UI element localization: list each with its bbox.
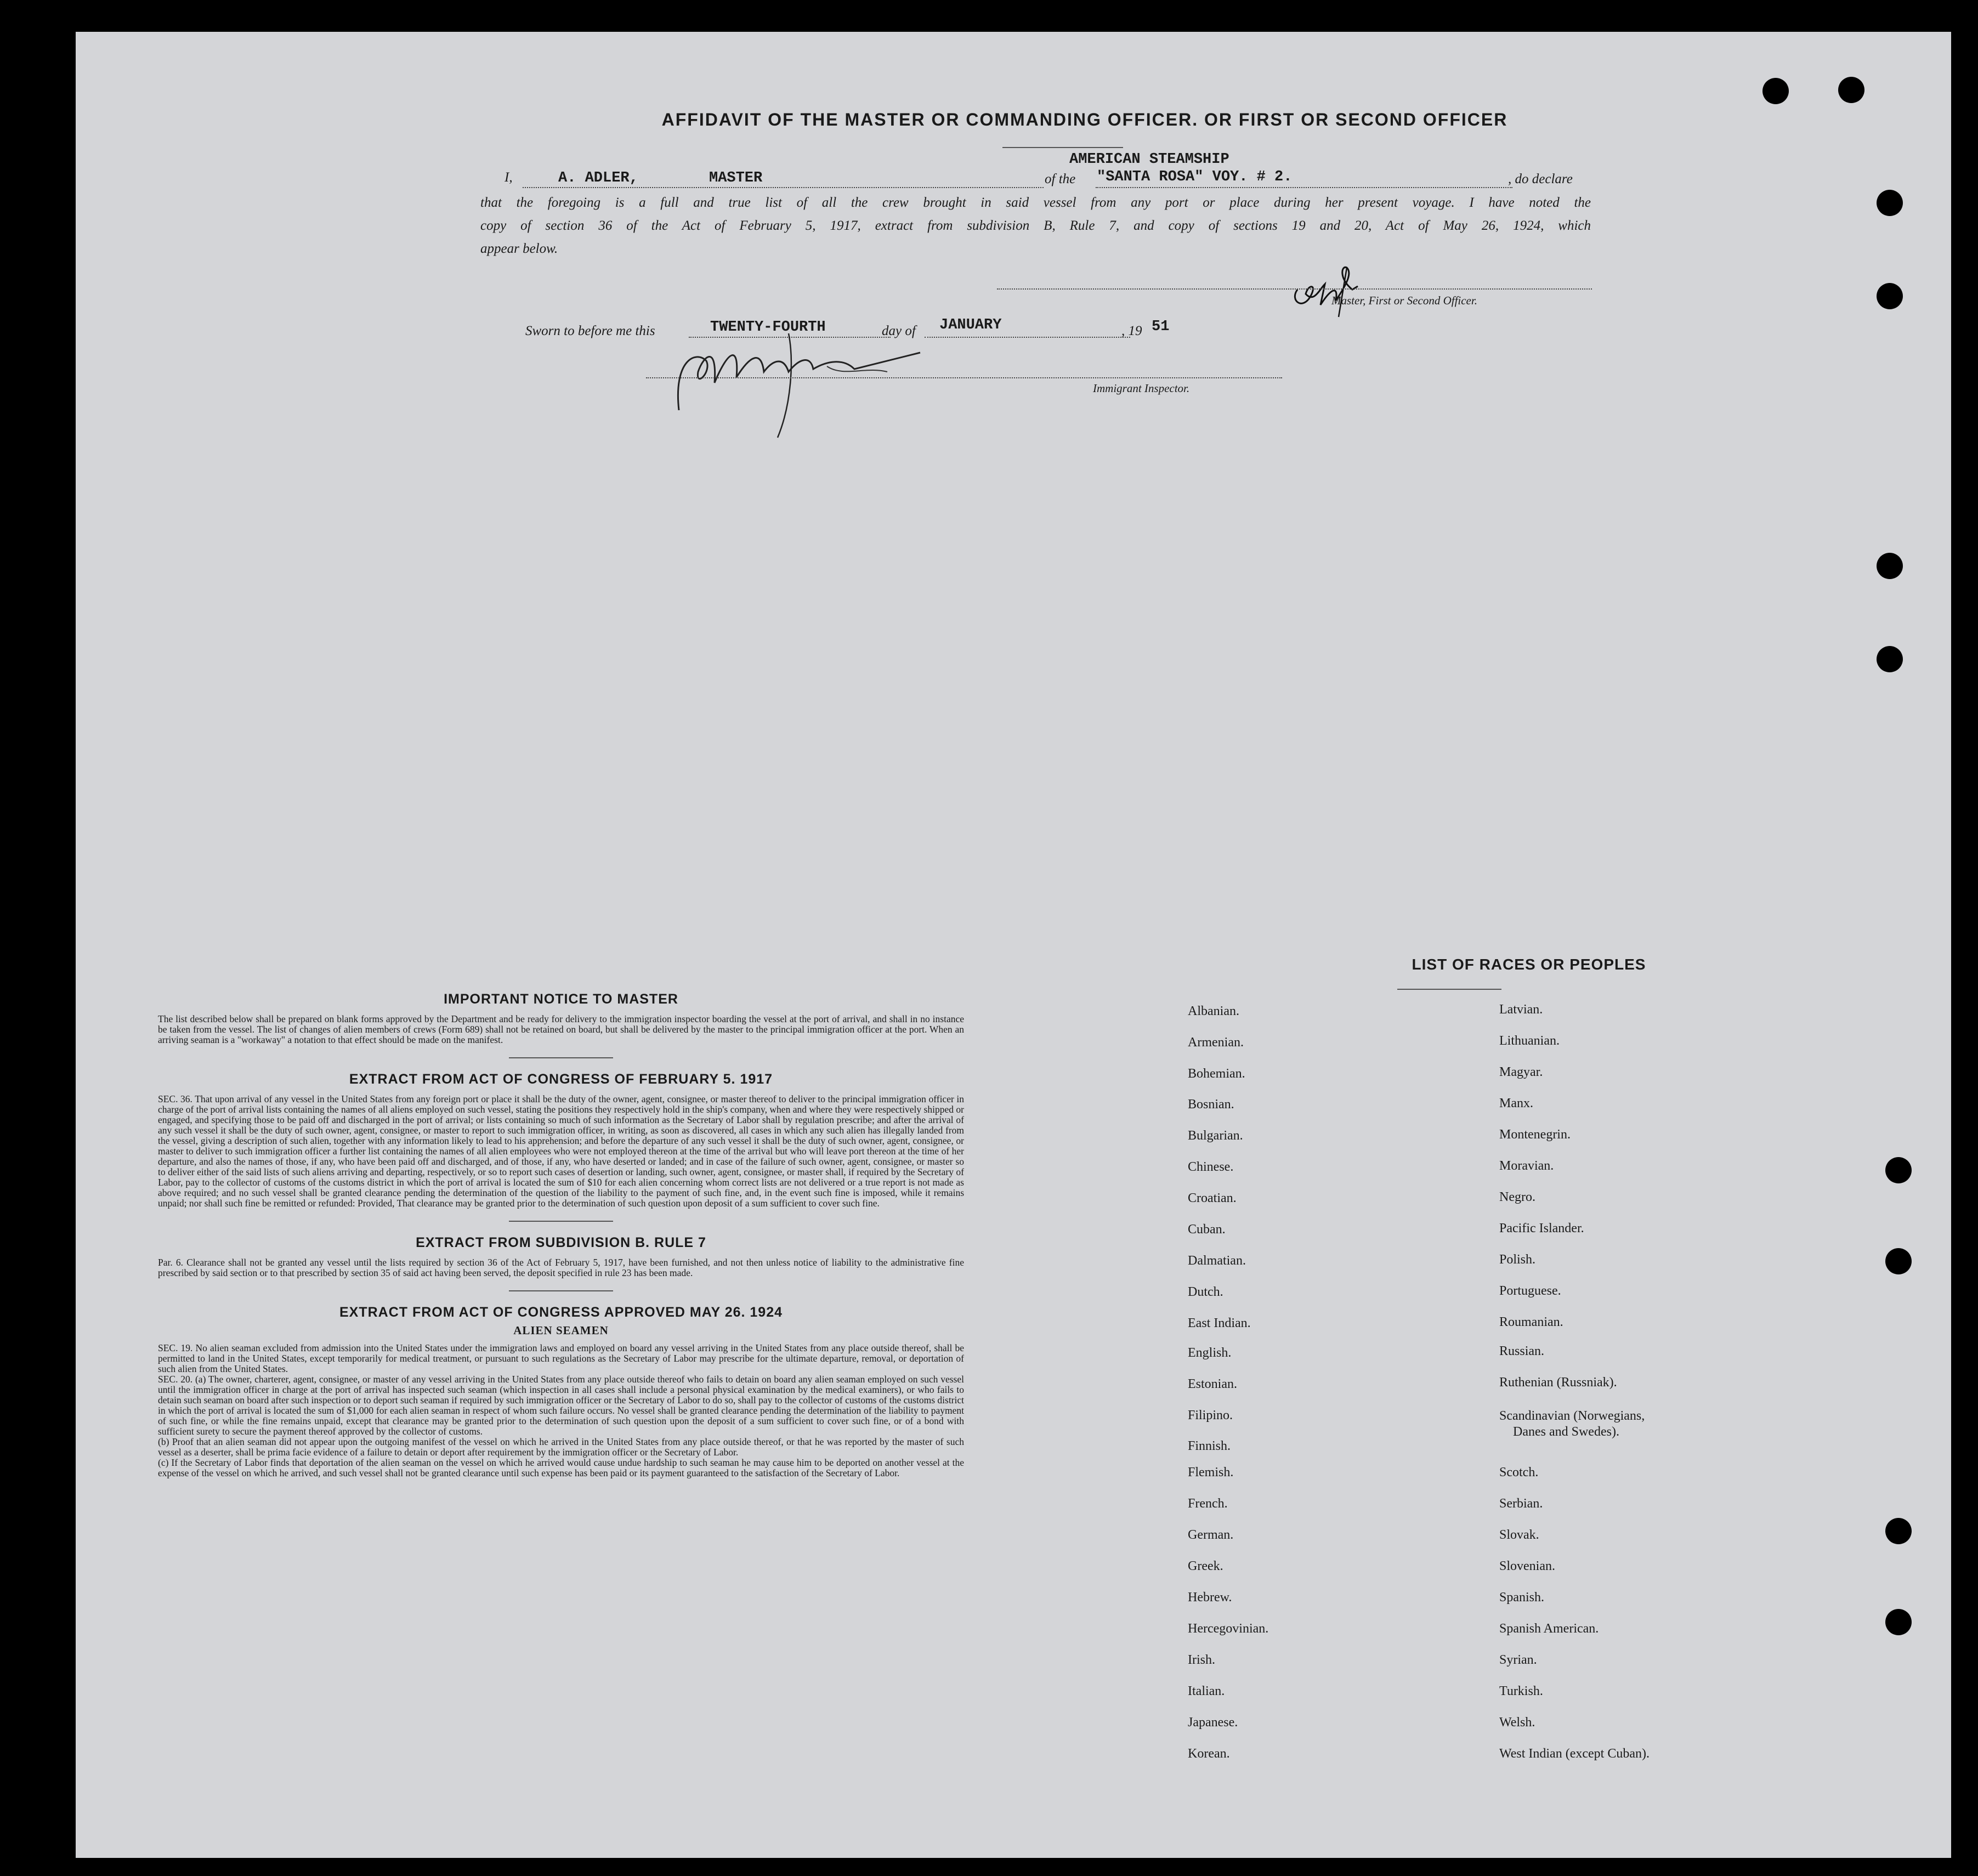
race-item: Serbian.	[1499, 1497, 1543, 1511]
punch-hole-icon	[1838, 77, 1864, 103]
race-item: Armenian.	[1188, 1035, 1244, 1050]
race-item: Russian.	[1499, 1344, 1545, 1358]
race-item: Croatian.	[1188, 1191, 1237, 1205]
race-item: Hebrew.	[1188, 1590, 1232, 1605]
extract-1924-subtitle: ALIEN SEAMEN	[513, 1324, 609, 1337]
race-item: Estonian.	[1188, 1377, 1237, 1391]
punch-hole-icon	[1885, 1609, 1912, 1635]
race-item: Dalmatian.	[1188, 1254, 1246, 1268]
sec20b-text: (b) Proof that an alien seaman did not appear upon the outgoing manifest of the vessel on which he arrived in the United States from any place outside thereof, or that he was reported by the master of such vessel as a deserter, shall be prima facie evidence of a failure to detain or deport after requirement by the immigration officer or the Secretary of Labor.	[158, 1436, 964, 1458]
race-item: Italian.	[1188, 1684, 1225, 1698]
race-item: Bulgarian.	[1188, 1129, 1243, 1143]
race-item: Lithuanian.	[1499, 1034, 1560, 1048]
race-item: German.	[1188, 1528, 1234, 1542]
do-declare-label: , do declare	[1508, 172, 1573, 186]
race-item: Ruthenian (Russniak).	[1499, 1375, 1617, 1390]
race-item: Finnish.	[1188, 1439, 1231, 1453]
notice-title: IMPORTANT NOTICE TO MASTER	[444, 991, 678, 1007]
races-title: LIST OF RACES OR PEOPLES	[1412, 956, 1646, 973]
rule7-divider	[509, 1290, 613, 1291]
race-item: Pacific Islander.	[1499, 1221, 1584, 1235]
rule7-text: Par. 6. Clearance shall not be granted any vessel until the lists required by section 36 of the Act of February 5, 1917, have been furnished, and not then unless notice of liability to the administrative fine prescribed by said section or to that prescribed by section 35 of said act having been served, the deposit specified in rule 23 has been made.	[158, 1257, 964, 1278]
race-item: Bohemian.	[1188, 1067, 1245, 1081]
extract-1917-title: EXTRACT FROM ACT OF CONGRESS OF FEBRUARY 5. 1917	[349, 1072, 773, 1087]
master-signature-line	[997, 288, 1592, 290]
punch-hole-icon	[1762, 78, 1789, 104]
race-item: Hercegovinian.	[1188, 1622, 1269, 1636]
extract-1924-title: EXTRACT FROM ACT OF CONGRESS APPROVED MAY 26. 1924	[339, 1305, 783, 1320]
race-item: Turkish.	[1499, 1684, 1543, 1698]
vessel-line-2: "SANTA ROSA" VOY. # 2.	[1097, 169, 1293, 185]
race-item: Albanian.	[1188, 1004, 1239, 1018]
sworn-day: TWENTY-FOURTH	[710, 319, 826, 336]
extract-1917-divider	[509, 1221, 613, 1222]
race-item: Scandinavian (Norwegians,	[1499, 1409, 1645, 1423]
race-item: Dutch.	[1188, 1285, 1223, 1299]
inspector-signature-line	[646, 377, 1282, 378]
affidavit-text-line-1: that the foregoing is a full and true list of all the crew brought in said vessel from any port or place during her present voyage. I have noted the	[480, 195, 1591, 210]
inspector-caption: Immigrant Inspector.	[1093, 382, 1190, 395]
affidavit-text-line-3: appear below.	[480, 241, 558, 256]
race-item: Flemish.	[1188, 1465, 1234, 1480]
race-item: Montenegrin.	[1499, 1127, 1571, 1142]
document-page	[76, 32, 1951, 1858]
race-item: Manx.	[1499, 1096, 1533, 1110]
punch-hole-icon	[1885, 1518, 1912, 1544]
race-item: Cuban.	[1188, 1222, 1226, 1237]
vessel-line-1: AMERICAN STEAMSHIP	[1069, 151, 1229, 168]
race-item: Roumanian.	[1499, 1315, 1563, 1329]
race-item: Chinese.	[1188, 1160, 1234, 1174]
race-item: Scotch.	[1499, 1465, 1539, 1480]
race-item: Slovak.	[1499, 1528, 1539, 1542]
rule7-title: EXTRACT FROM SUBDIVISION B. RULE 7	[416, 1235, 706, 1250]
race-item: Welsh.	[1499, 1715, 1535, 1730]
sworn-label: Sworn to before me this	[525, 324, 655, 338]
notice-divider	[509, 1057, 613, 1058]
master-caption: Master, First or Second Officer.	[1331, 294, 1477, 307]
race-item: West Indian (except Cuban).	[1499, 1747, 1650, 1761]
race-item: Spanish American.	[1499, 1622, 1599, 1636]
affidavit-title: AFFIDAVIT OF THE MASTER OR COMMANDING OFFICER. OR FIRST OR SECOND OFFICER	[661, 110, 1508, 129]
race-item: Filipino.	[1188, 1408, 1233, 1422]
punch-hole-icon	[1877, 283, 1903, 309]
master-signature-icon	[1286, 251, 1385, 328]
day-of-label: day of	[882, 324, 916, 338]
race-item: Slovenian.	[1499, 1559, 1555, 1573]
punch-hole-icon	[1885, 1157, 1912, 1183]
race-item: Magyar.	[1499, 1065, 1543, 1079]
race-item: Polish.	[1499, 1252, 1536, 1267]
race-item: English.	[1188, 1346, 1232, 1360]
race-item: Danes and Swedes).	[1513, 1425, 1619, 1439]
race-item: East Indian.	[1188, 1316, 1251, 1330]
race-item: Portuguese.	[1499, 1284, 1561, 1298]
year-prefix: , 19	[1121, 324, 1142, 338]
i-label: I,	[505, 170, 513, 185]
name-underline	[523, 187, 1044, 188]
race-item: Latvian.	[1499, 1002, 1543, 1017]
race-item: Korean.	[1188, 1747, 1230, 1761]
sec19-text: SEC. 19. No alien seaman excluded from admission into the United States under the immigration laws and employed on board any vessel arriving in the United States from any place outside thereof, shall be permitted to land in the United States, except temporarily for medical treatment, or pursuant to such regulations as the Secretary of Labor may prescribe for the ultimate departure, removal, or deportation of such alien from the United States.	[158, 1342, 964, 1374]
vessel-underline	[1096, 187, 1512, 188]
punch-hole-icon	[1877, 646, 1903, 672]
race-item: Spanish.	[1499, 1590, 1545, 1605]
race-item: Greek.	[1188, 1559, 1223, 1573]
affidavit-text-line-2: copy of section 36 of the Act of February 5, 1917, extract from subdivision B, Rule 7, and copy of sections 19 and 20, Act of May 26, 1924, which	[480, 218, 1591, 233]
race-item: Bosnian.	[1188, 1097, 1234, 1112]
title-divider	[1002, 147, 1123, 148]
race-item: Irish.	[1188, 1653, 1215, 1667]
punch-hole-icon	[1877, 190, 1903, 216]
legal-text-column	[158, 991, 964, 1478]
punch-hole-icon	[1885, 1248, 1912, 1274]
race-item: French.	[1188, 1497, 1228, 1511]
sec20c-text: (c) If the Secretary of Labor finds that deportation of the alien seaman on the vessel on which he arrived would cause undue hardship to such seaman he may cause him to be deported on another vessel at the expense of the vessel on which he arrived, and such vessel shall not be granted clearance until such expense has been paid or its payment guaranteed to the satisfaction of the Secretary of Labor.	[158, 1457, 964, 1478]
race-item: Japanese.	[1188, 1715, 1238, 1730]
master-name: A. ADLER,	[558, 170, 638, 186]
sec20a-text: SEC. 20. (a) The owner, charterer, agent, consignee, or master of any vessel arriving in the United States from any place outside thereof who fails to detain on board any alien seaman employed on such vessel until the immigration officer in charge at the port of arrival has inspected such seaman (which inspection in all cases shall include a personal physical examination by the medical examiners), or who fails to detain such seaman on board after such inspection or to deport such seaman if required by such immigration officer or the Secretary of Labor to do so, shall pay to the collector of customs of the customs district in which the port of arrival is located the sum of $1,000 for each alien seaman in respect of whom such failure occurs. No vessel shall be granted clearance pending the determination of the liability to payment of such fine, or while the fine remains unpaid, except that clearance may be granted prior to the determination of such question upon the deposit of a sum sufficient to cover such fine, or of a bond with sufficient surety to secure the payment thereof approved by the collector of customs.	[158, 1374, 964, 1437]
race-item: Syrian.	[1499, 1653, 1537, 1667]
punch-hole-icon	[1877, 553, 1903, 579]
inspector-signature-icon	[646, 295, 953, 443]
month-underline	[925, 337, 1130, 338]
year-suffix: 51	[1152, 319, 1170, 335]
master-rank: MASTER	[709, 170, 763, 186]
race-item: Negro.	[1499, 1190, 1535, 1204]
extract-1917-text: SEC. 36. That upon arrival of any vessel in the United States from any foreign port or place it shall be the duty of the owner, agent, consignee, or master thereof to deliver to the principal immigration officer in charge of the port of arrival lists containing the names of all aliens employed on such vessel, stating the positions they respectively hold in the ship's company, when and where they were respectively shipped or engaged, and specifying those to be paid off and discharged in the port of arrival; or lists containing so much of such information as the Secretary of Labor shall by regulation prescribe; and after the arrival of any such vessel it shall be the duty of such owner, agent, consignee, or master to report to such immigration officer, in writing, as soon as discovered, all cases in which any such alien has illegally landed from the vessel, giving a description of such alien, together with any information likely to lead to his apprehension; and before the departure of any such vessel it shall be the duty of such owner, agent, consignee, or master to deliver to such immigration officer a further list containing the names of all alien employees who were not employed thereon at the time of the arrival but who will leave port thereon at the time of her departure, and also the names of those, if any, who have been paid off and discharged, and of those, if any, who have deserted or landed; and in case of the failure of such owner, agent, consignee, or master so to deliver either of the said lists of such aliens arriving and departing, respectively, or so to report such cases of desertion or landing, such owner, agent, consignee, or master shall, if required by the Secretary of Labor, pay to the collector of customs of the customs district in which the port of arrival is located the sum of $10 for each alien concerning whom correct lists are not delivered or a true report is not made as above required; and no such vessel shall be granted clearance pending the determination of the question of the liability to the payment of such fine, and, in the event such fine is imposed, while it remains unpaid; nor shall such fine be remitted or refunded: Provided, That clearance may be granted prior to the determination of such question upon deposit of a sum sufficient to cover such fine.	[158, 1093, 964, 1209]
races-divider	[1397, 989, 1501, 990]
of-the-label: of the	[1045, 172, 1076, 186]
sworn-month: JANUARY	[939, 317, 1002, 333]
race-item: Moravian.	[1499, 1159, 1554, 1173]
notice-text: The list described below shall be prepared on blank forms approved by the Department and be ready for delivery to the immigration inspector boarding the vessel at the port of arrival, and shall in no instance be taken from the vessel. The list of changes of alien members of crews (Form 689) shall not be retained on board, but shall be delivered by the master to the principal immigration officer at the port. When an arriving seaman is a "workaway" a notation to that effect should be made on the manifest.	[158, 1013, 964, 1045]
